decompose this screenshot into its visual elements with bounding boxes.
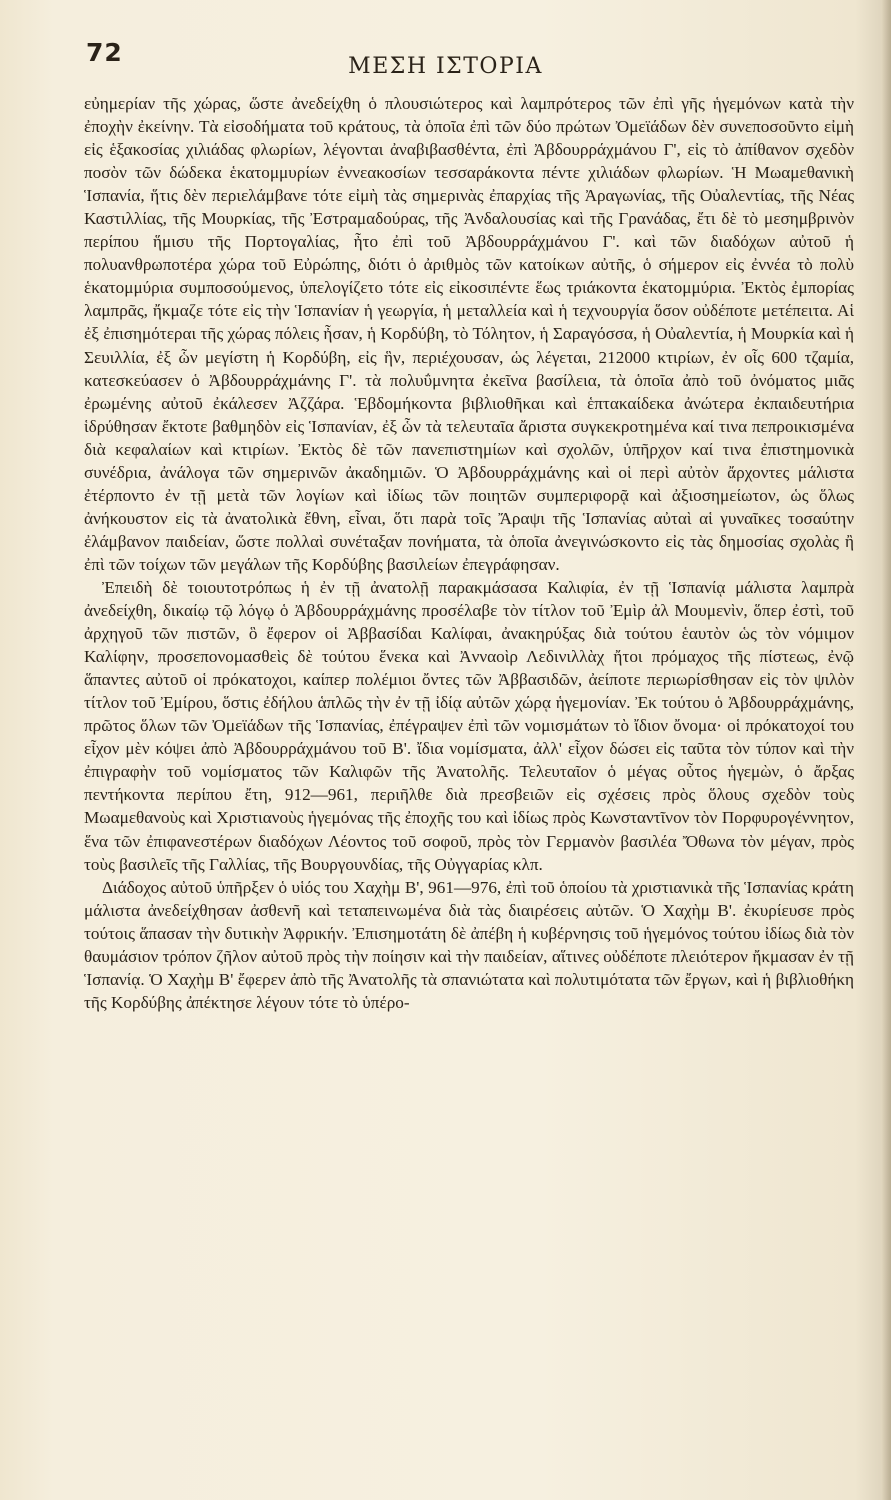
page-edge-shadow bbox=[881, 0, 891, 1500]
paragraph-2: Ἐπειδὴ δὲ τοιουτοτρόπως ἡ ἐν τῇ ἀνατολῇ παρακμάσασα Καλιφία, ἐν τῇ Ἱσπανίᾳ μάλιστα λαμπρὰ ἀνεδείχθη, δικαίῳ τῷ λόγῳ ὁ Ἀβδουρράχμάνης προσέλαβε τὸν τίτλον τοῦ Ἐμὶρ ἀλ Μουμενὶν, ὅπερ ἐστὶ, τοῦ ἀρχηγοῦ τῶν πιστῶν, ὃ ἔφερον οἱ Ἀββασίδαι Καλίφαι, ἀνακηρύξας διὰ τούτου ἑαυτὸν ὡς τὸν νόμιμον Καλίφην, προσεπονομασθεὶς δὲ τούτου ἕνεκα καὶ Ἀνναοὶρ Λεδινιλλὰχ ἤτοι πρόμαχος τῆς πίστεως, ἐνῷ ἅπαντες αὐτοῦ οἱ πρόκατοχοι, καίπερ πολέμιοι ὄντες τῶν Ἀββασιδῶν, ἀείποτε περιωρίσθησαν εἰς τὸν ψιλὸν τίτλον τοῦ Ἐμίρου, ὅστις ἐδήλου ἁπλῶς τὴν ἐν τῇ ἰδίᾳ αὐτῶν χώρᾳ ἡγεμονίαν. Ἐκ τούτου ὁ Ἀβδουρράχμάνης, πρῶτος ὅλων τῶν Ὀμεϊάδων τῆς Ἱσπανίας, ἐπέγραψεν ἐπὶ τῶν νομισμάτων τὸ ἴδιον ὄνομα· οἱ πρόκατοχοί του εἶχον μὲν κόψει ἀπὸ Ἀβδουρράχμάνου τοῦ Β'. ἴδια νομίσματα, ἀλλ' εἶχον δώσει εἰς ταῦτα τὸν τύπον καὶ τὴν ἐπιγραφὴν τοῦ νομίσματος τῶν Καλιφῶν τῆς Ἀνατολῆς. Τελευταῖον ὁ μέγας οὗτος ἡγεμὼν, ὁ ἄρξας πεντήκοντα περίπου ἔτη, 912—961, περιῆλθε διὰ πρεσβειῶν εἰς σχέσεις πρὸς ὅλους σχεδὸν τοὺς Μωαμεθανοὺς καὶ Χριστιανοὺς ἡγεμόνας τῆς ἐποχῆς του καὶ ἰδίως πρὸς Κωνσταντῖνον τὸν Πορφυρογέννητον, ἕνα τῶν ἐπιφανεστέρων διαδόχων Λέοντος τοῦ σοφοῦ, πρὸς τὸν Γερμανὸν βασιλέα Ὄθωνα τὸν μέγαν, πρὸς τοὺς βασιλεῖς τῆς Γαλλίας, τῆς Βουργουνδίας, τῆς Οὐγγαρίας κλπ. bbox=[84, 577, 854, 874]
paragraph-1: εὐημερίαν τῆς χώρας, ὥστε ἀνεδείχθη ὁ πλουσιώτερος καὶ λαμπρότερος τῶν ἐπὶ γῆς ἡγεμόνων κατὰ τὴν ἐποχὴν ἐκείνην. Τὰ εἰσοδήματα τοῦ κράτους, τὰ ὁποῖα ἐπὶ τῶν δύο πρώτων Ὀμεϊάδων δὲν συνεποσοῦντο εἰμὴ εἰς ἑξακοσίας χιλιάδας φλωρίων, λέγονται ἀναβιβασθέντα, ἐπὶ Ἀβδουρράχμάνου Γ', εἰς τὸ ἀπίθανον σχεδὸν ποσὸν τῶν δώδεκα ἑκατομμυρίων ἐννεακοσίων τεσσαράκοντα πέντε χιλιάδων φλωρίων. Ἡ Μωαμεθανικὴ Ἱσπανία, ἥτις δὲν περιελάμβανε τότε εἰμὴ τὰς σημερινὰς ἐπαρχίας τῆς Ἀραγωνίας, τῆς Οὐαλεντίας, τῆς Νέας Καστιλλίας, τῆς Μουρκίας, τῆς Ἐστραμαδούρας, τῆς Ἀνδαλουσίας καὶ τῆς Γρανάδας, ἔτι δὲ τὸ μεσημβρινὸν περίπου ἥμισυ τῆς Πορτογαλίας, ἦτο ἐπὶ τοῦ Ἀβδουρράχμάνου Γ'. καὶ τῶν διαδόχων αὐτοῦ ἡ πολυανθρωποτέρα χώρα τοῦ Εὐρώπης, διότι ὁ ἀριθμὸς τῶν κατοίκων αὐτῆς, ὁ σήμερον εἰς ἐννέα τὸ πολὺ ἑκατομμύρια συμποσούμενος, ὑπελογίζετο τότε εἰς εἰκοσιπέντε ἕως τριάκοντα ἑκατομμύρια. Ἐκτὸς ἐμπορίας λαμπρᾶς, ἤκμαζε τότε εἰς τὴν Ἱσπανίαν ἡ γεωργία, ἡ μεταλλεία καὶ ἡ τεχνουργία ὅσον οὐδέποτε μετέπειτα. Αἱ ἐξ ἐπισημότεραι τῆς χώρας πόλεις ἦσαν, ἡ Κορδύβη, τὸ Τόλητον, ἡ Σαραγόσσα, ἡ Οὐαλεντία, ἡ Μουρκία καὶ ἡ Σευιλλία, ἐξ ὧν μεγίστη ἡ Κορδύβη, εἰς ἣν, περιέχουσαν, ὡς λέγεται, 212000 κτιρίων, ἐν οἷς 600 τζαμία, κατεσκεύασεν ὁ Ἀβδουρράχμάνης Γ'. τὰ πολυΰμνητα ἐκεῖνα βασίλεια, τὰ ὁποῖα ἀπὸ τοῦ ὀνόματος μιᾶς ἐρωμένης αὐτοῦ ἐκάλεσεν Ἀζζάρα. Ἑβδομήκοντα βιβλιοθῆκαι καὶ ἑπτακαίδεκα ἀνώτερα ἐκπαιδευτήρια ἱδρύθησαν ἔκτοτε βαθμηδὸν εἰς Ἱσπανίαν, ἐξ ὧν τὰ τελευταῖα ἄριστα συγκεκροτημένα καί τινα πεπροικισμένα διὰ κεφαλαίων καὶ κτιρίων. Ἐκτὸς δὲ τῶν πανεπιστημίων καὶ σχολῶν, ὑπῆρχον καί τινα ἐπιστημονικὰ συνέδρια, ἀνάλογα τῶν σημερινῶν ἀκαδημιῶν. Ὁ Ἀβδουρράχμάνης καὶ οἱ περὶ αὐτὸν ἄρχοντες μάλιστα ἐτέρποντο ἐν τῇ μετὰ τῶν λογίων καὶ ἰδίως τῶν ποιητῶν συμπεριφορᾷ καὶ ἀξιοσημείωτον, ὡς ὅλως ἀνήκουστον εἰς τὰ ἀνατολικὰ ἔθνη, εἶναι, ὅτι παρὰ τοῖς Ἄραψι τῆς Ἱσπανίας αὐταὶ αἱ γυναῖκες τοσαύτην ἐλάμβανον παιδείαν, ὥστε πολλαὶ συνέταξαν πονήματα, τὰ ὁποῖα ἀνεγινώσκοντο εἰς τὰς δημοσίας σχολὰς ἢ ἐπὶ τῶν τοίχων τῶν μεγάλων τῆς Κορδύβης βασιλείων ἐπεγράφησαν. bbox=[84, 94, 854, 574]
paragraph-3: Διάδοχος αὐτοῦ ὑπῆρξεν ὁ υἱός του Χαχὴμ Β', 961—976, ἐπὶ τοῦ ὁποίου τὰ χριστιανικὰ τῆς Ἱσπανίας κράτη μάλιστα ἀνεδείχθησαν ἀσθενῆ καὶ τεταπεινωμένα διὰ τὰς διαιρέσεις αὐτῶν. Ὁ Χαχὴμ Β'. ἐκυρίευσε πρὸς τούτοις ἅπασαν τὴν δυτικὴν Ἀφρικήν. Ἐπισημοτάτη δὲ ἀπέβη ἡ κυβέρνησις τοῦ ἡγεμόνος τούτου ἰδίως διὰ τὸν θαυμάσιον τρόπον ζῆλον αὐτοῦ πρὸς τὴν ποίησιν καὶ τὴν παιδείαν, αἵτινες οὐδέποτε πλειότερον ἤκμασαν ἐν τῇ Ἱσπανίᾳ. Ὁ Χαχὴμ Β' ἔφερεν ἀπὸ τῆς Ἀνατολῆς τὰ σπανιώτατα καὶ πολυτιμότατα τῶν ἔργων, καὶ ἡ βιβλιοθήκη τῆς Κορδύβης ἀπέκτησε λέγουν τότε τὸ ὑπέρο- bbox=[84, 877, 854, 1012]
running-head: ΜΕΣΗ ΙΣΤΟΡΙΑ bbox=[348, 54, 543, 79]
page-number: 72 bbox=[86, 38, 123, 67]
body-text bbox=[84, 92, 854, 1014]
